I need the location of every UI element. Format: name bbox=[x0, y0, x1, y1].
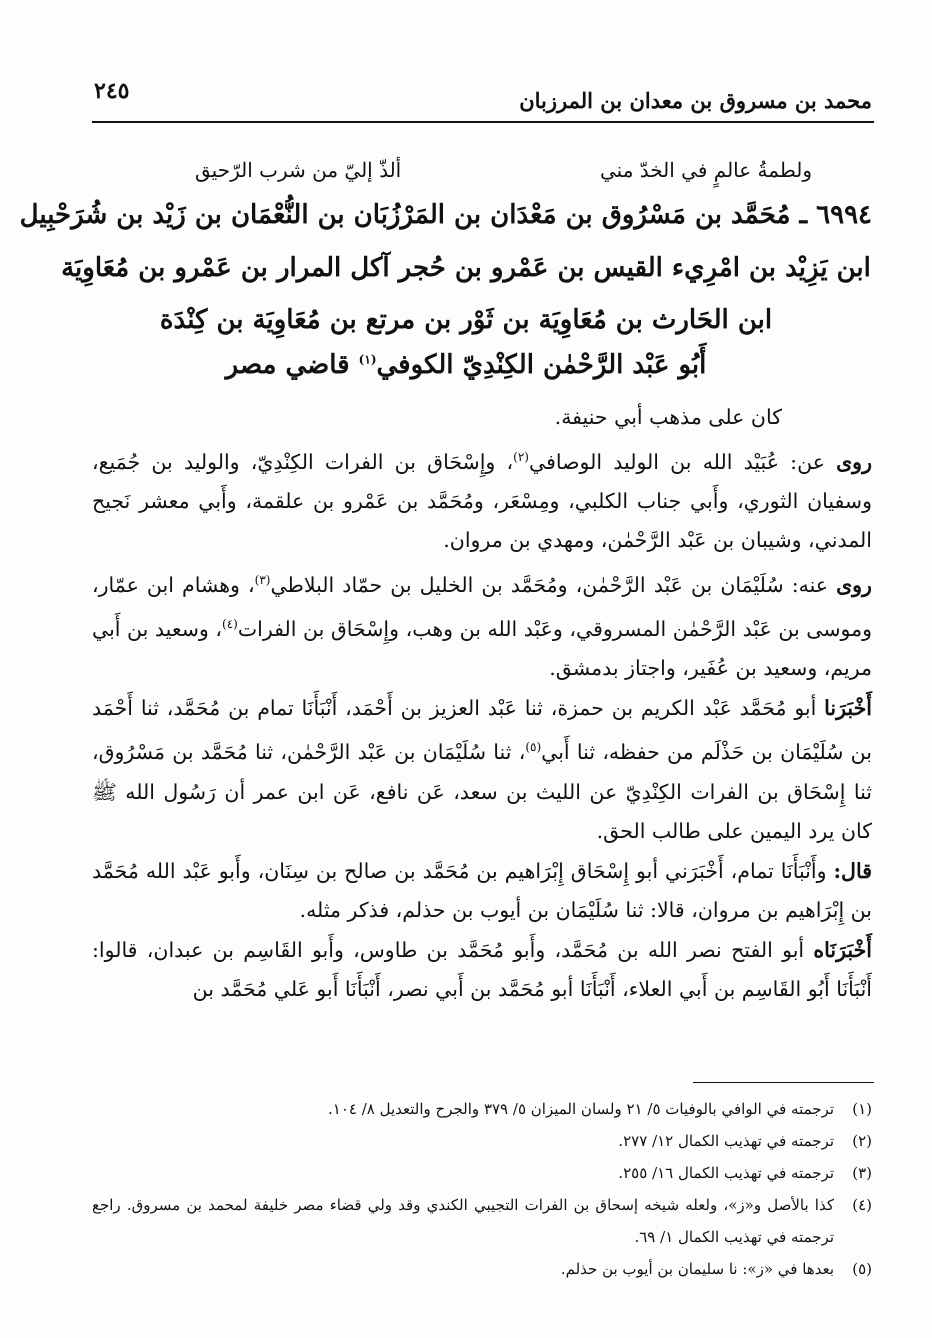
footnote-number: (٥) bbox=[852, 1260, 872, 1278]
footnote-number: (٣) bbox=[852, 1164, 872, 1182]
madhhab-line: كان على مذهب أبي حنيفة. bbox=[554, 405, 782, 429]
footnote-text: بعدها في «ز»: نا سليمان بن أيوب بن حذلم. bbox=[560, 1260, 834, 1278]
entry-heading-line-3: ابن الحَارث بن مُعَاوِيَة بن ثَوْر بن مرتع بن مُعَاوِيَة بن كِنْدَة bbox=[159, 305, 773, 335]
entry-heading-line-2: ابن يَزِيْد بن امْرِيء القيس بن عَمْرو بن حُجر آكل المرار بن عَمْرو بن مُعَاوِيَة bbox=[61, 253, 871, 283]
paragraph-students: روى عنه: سُلَيْمَان بن عَبْد الرَّحْمٰن، ومُحَمَّد بن الخليل بن حمّاد البلاطي$^{(٣)}$، وهشام ابن عمّار، وموسى بن عَبْد الرَّحْمٰن المسروقي، وعَبْد الله بن وهب، وإِسْحَاق بن الفرات$^{(٤)}$، وسعيد بن أَبي مريم، وسعيد بن عُفَير، واجتاز بدمشق. bbox=[92, 572, 872, 681]
footnote-text: كذا بالأصل و«ز»، ولعله شيخه إسحاق بن الفرات التجيبي الكندي وقد ولي قضاء مصر خليفة لمحمد بن مسروق. راجع ترجمته في تهذيب الكمال ١/ ٦٩. bbox=[92, 1196, 834, 1246]
verse-second-hemistich: ألذّ إليّ من شرب الرّحيق bbox=[195, 158, 402, 182]
footnote-number: (٢) bbox=[852, 1132, 872, 1150]
paragraph-third-isnad: أَخْبَرَنَاه أبو الفتح نصر الله بن مُحَمَّد، وأَبو مُحَمَّد بن طاوس، وأَبو القَاسِم بن عبدان، قالوا: أَنْبَأَنَا أَبُو القَاسِم بن أَبي العلاء، أَنْبَأَنَا أبو مُحَمَّد بن أَبي نصر، أَنْبَأَنَا أَبو عَلي مُحَمَّد بن bbox=[92, 937, 872, 1002]
footnote bbox=[92, 1125, 872, 1157]
footnote-number: (١) bbox=[852, 1100, 872, 1118]
paragraph-teachers: روى عن: عُبَيْد الله بن الوليد الوصافي$^{(٢)}$، وإِسْحَاق بن الفرات الكِنْدِيّ، والوليد بن جُمَيع، وسفيان الثوري، وأَبي جناب الكلبي، ومِسْعَر، ومُحَمَّد بن عَمْرو بن علقمة، وأَبي معشر نَجيح المدني، وشيبان بن عَبْد الرَّحْمٰن، ومهدي بن مروان. bbox=[92, 449, 872, 553]
footnote-text: ترجمته في تهذيب الكمال ١٦/ ٢٥٥. bbox=[618, 1164, 834, 1182]
footnote-text: ترجمته في تهذيب الكمال ١٢/ ٢٧٧. bbox=[618, 1132, 834, 1150]
paragraph-hadith-isnad: أَخْبَرَنا أبو مُحَمَّد عَبْد الكريم بن حمزة، ثنا عَبْد العزيز بن أَحْمَد، أَنْبَأَنَا تمام بن مُحَمَّد، ثنا أَحْمَد بن سُلَيْمَان بن حَذْلَم من حفظه، ثنا أَبي$^{(٥)}$، ثنا سُلَيْمَان بن عَبْد الرَّحْمٰن، ثنا مُحَمَّد بن مَسْرُوق، ثنا إِسْحَاق بن الفرات الكِنْدِيّ عن الليث بن سعد، عَن نافع، عَن ابن عمر أن رَسُول الله ﷺ كان يرد اليمين على طالب الحق. bbox=[92, 695, 872, 844]
page-number: ٢٤٥ bbox=[94, 78, 130, 104]
paragraph-second-isnad: قال: وأَنْبَأَنَا تمام، أَخْبَرَني أبو إِسْحَاق إِبْرَاهيم بن مُحَمَّد بن صالح بن سِنَان، وأَبو عَبْد الله مُحَمَّد بن إِبْرَاهيم بن مروان، قالا: ثنا سُلَيْمَان بن أيوب بن حذلم، فذكر مثله. bbox=[92, 858, 872, 923]
footnotes bbox=[92, 1093, 872, 1285]
footnote-ref-4[interactable]: (٤) bbox=[222, 617, 238, 632]
footnote bbox=[92, 1253, 872, 1285]
running-header-title: محمد بن مسروق بن معدان بن المرزبان bbox=[519, 88, 872, 113]
footnote-number: (٤) bbox=[852, 1196, 872, 1214]
paragraph-lead: قال: bbox=[833, 858, 872, 883]
entry-heading-line-4 bbox=[60, 350, 872, 380]
entry-heading-line-1: ٦٩٩٤ ـ مُحَمَّد بن مَسْرُوق بن مَعْدَان بن المَرْزُبَان بن النُّعْمَان بن زَيْد بن شُرَحْبِيل bbox=[19, 200, 872, 230]
footnote-ref-1[interactable]: (١) bbox=[358, 352, 377, 367]
footnote bbox=[92, 1189, 872, 1253]
footnote-separator bbox=[693, 1082, 874, 1083]
paragraph-lead: روى bbox=[836, 572, 872, 597]
paragraph-lead: روى bbox=[836, 449, 872, 474]
kunya-nisba: أَبُو عَبْد الرَّحْمٰن الكِنْدِيّ الكوفي bbox=[376, 350, 707, 380]
paragraph-lead: أَخْبَرَنا bbox=[824, 695, 872, 720]
footnote-ref-3[interactable]: (٣) bbox=[254, 572, 271, 587]
footnote bbox=[92, 1157, 872, 1189]
entry-body bbox=[92, 398, 872, 1010]
footnote-text: ترجمته في الوافي بالوفيات ٥/ ٢١ ولسان الميزان ٥/ ٣٧٩ والجرح والتعديل ٨/ ١٠٤. bbox=[328, 1100, 834, 1118]
office-title: قاضي مصر bbox=[225, 350, 350, 380]
verse-first-hemistich: ولطمةُ عالمٍ في الخدّ مني bbox=[599, 158, 812, 182]
footnote-ref-2[interactable]: (٢) bbox=[513, 449, 529, 464]
footnote-ref-5[interactable]: (٥) bbox=[525, 740, 542, 755]
header-rule bbox=[92, 121, 874, 123]
footnote bbox=[92, 1093, 872, 1125]
paragraph-lead: أَخْبَرَنَاه bbox=[813, 937, 872, 962]
